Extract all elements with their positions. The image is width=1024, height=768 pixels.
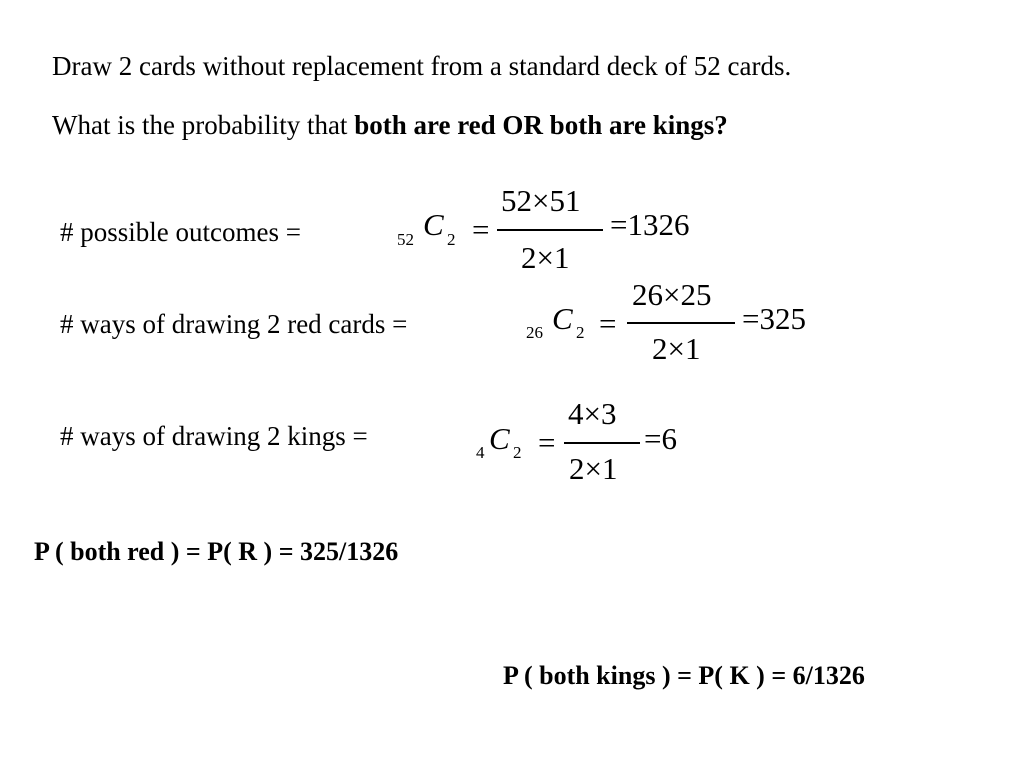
result-both-kings: P ( both kings ) = P( K ) = 6/1326 (503, 661, 865, 690)
fraction-numerator: 26×25 (632, 277, 712, 312)
label-possible-outcomes: # possible outcomes = (60, 217, 301, 247)
fraction-denominator: 2×1 (569, 451, 618, 486)
fraction-denominator: 2×1 (521, 240, 570, 275)
question-line-2 (52, 110, 728, 141)
formula-result: =6 (644, 421, 677, 456)
question-line-1: Draw 2 cards without replacement from a standard deck of 52 cards. (52, 51, 792, 81)
fraction-numerator: 52×51 (501, 183, 581, 218)
formula-pre-subscript: 4 (476, 443, 485, 462)
label-kings: # ways of drawing 2 kings = (60, 421, 368, 451)
formula-equals: = (472, 212, 490, 247)
formula-pre-subscript: 26 (526, 323, 543, 342)
formula-result: =1326 (610, 207, 690, 242)
formula-post-subscript: 2 (513, 443, 522, 462)
question-line-2-emphasis: both are red OR both are kings? (354, 110, 728, 140)
formula-post-subscript: 2 (576, 323, 585, 342)
formula-symbol: C (423, 207, 444, 242)
fraction-bar (497, 229, 603, 231)
fraction-numerator: 4×3 (568, 396, 617, 431)
fraction-denominator: 2×1 (652, 331, 701, 366)
question-line-2-text: What is the probability that (52, 110, 355, 140)
formula-equals: = (599, 306, 617, 341)
formula-pre-subscript: 52 (397, 230, 414, 249)
formula-symbol: C (552, 301, 573, 336)
label-red-cards: # ways of drawing 2 red cards = (60, 309, 408, 339)
formula-symbol: C (489, 421, 510, 456)
formula-result: =325 (742, 301, 806, 336)
formula-equals: = (538, 425, 556, 460)
fraction-bar (627, 322, 735, 324)
result-both-red: P ( both red ) = P( R ) = 325/1326 (34, 537, 399, 566)
formula-post-subscript: 2 (447, 230, 456, 249)
fraction-bar (564, 442, 640, 444)
